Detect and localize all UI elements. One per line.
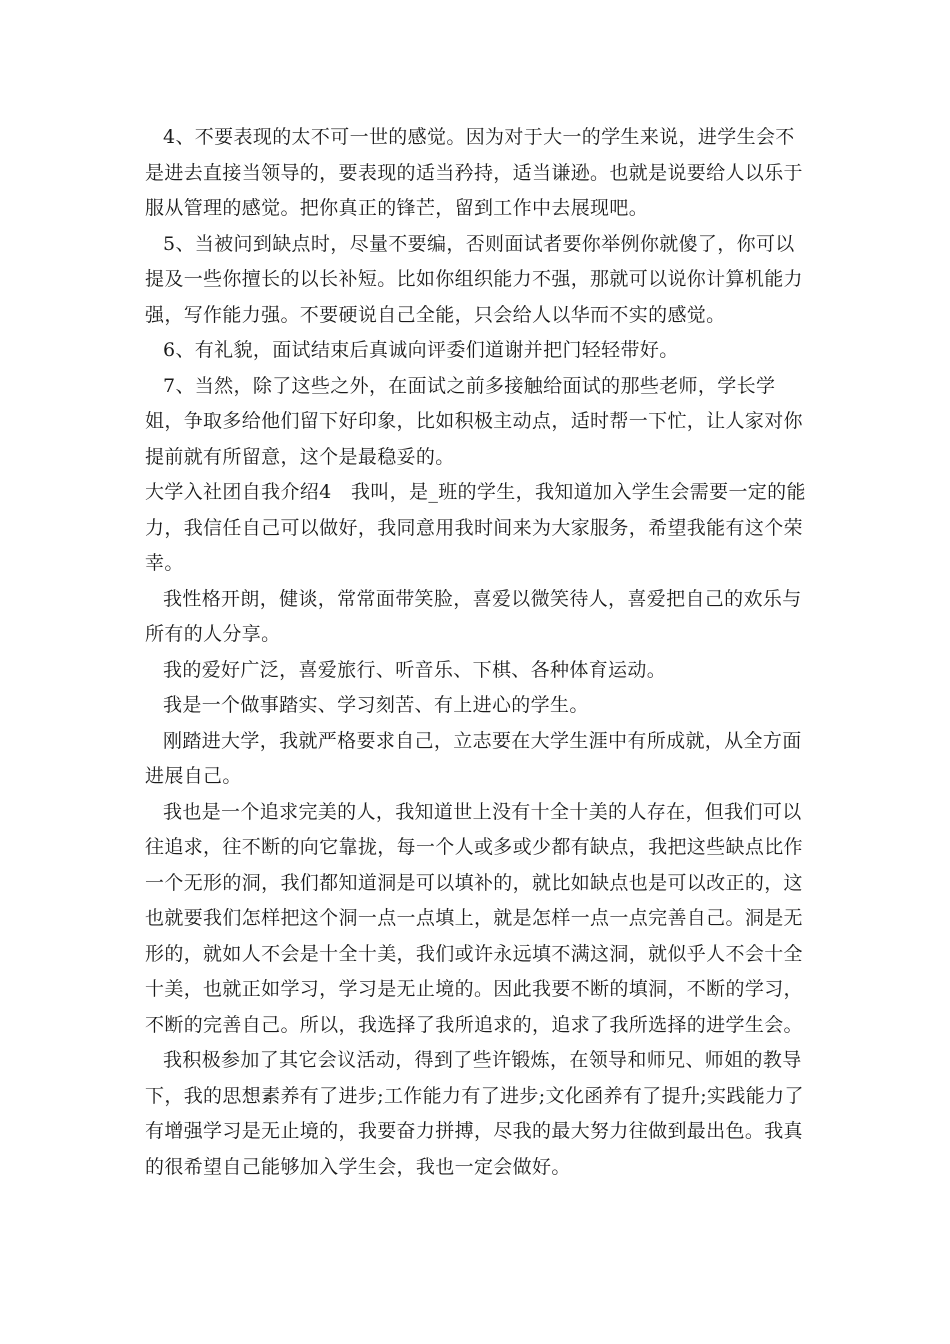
paragraph-hobbies: 我的爱好广泛，喜爱旅行、听音乐、下棋、各种体育运动。 <box>163 658 667 681</box>
paragraph-personality: 我性格开朗，健谈，常常面带笑脸，喜爱以微笑待人，喜爱把自己的欢乐与所有的人分享。 <box>145 587 802 645</box>
paragraph-college-start: 刚踏进大学，我就严格要求自己，立志要在大学生涯中有所成就，从全方面进展自己。 <box>145 729 802 787</box>
paragraph-diligent: 我是一个做事踏实、学习刻苦、有上进心的学生。 <box>163 694 589 716</box>
paragraph-tip-7: 7、当然，除了这些之外，在面试之前多接触给面试的那些老师，学长学姐，争取多给他们留下好印象，比如积极主动点，适时帮一下忙，让人家对你提前就有所留意，这个是最稳妥的。 <box>145 374 803 468</box>
document-body <box>145 120 807 1185</box>
paragraph-intro-4-heading: 大学入社团自我介绍4 我叫，是_班的学生，我知道加入学生会需要一定的能力，我信任自己可以做好，我同意用我时间来为大家服务，希望我能有这个荣幸。 <box>145 481 806 574</box>
paragraph-tip-6: 6、有礼貌，面试结束后真诚向评委们道谢并把门轻轻带好。 <box>163 339 679 361</box>
paragraph-tip-5: 5、当被问到缺点时，尽量不要编，否则面试者要你举例你就傻了，你可以提及一些你擅长的以长补短。比如你组织能力不强，那就可以说你计算机能力强，写作能力强。不要硬说自己全能，只会给人以华而不实的感觉。 <box>145 232 803 326</box>
paragraph-tip-4: 4、不要表现的太不可一世的感觉。因为对于大一的学生来说，进学生会不是进去直接当领导的，要表现的适当矜持，适当谦逊。也就是说要给人以乐于服从管理的感觉。把你真正的锋芒，留到工作中去展现吧。 <box>145 126 803 219</box>
paragraph-perfection: 我也是一个追求完美的人，我知道世上没有十全十美的人存在，但我们可以往追求，往不断的向它靠拢，每一个人或多或少都有缺点，我把这些缺点比作一个无形的洞，我们都知道洞是可以填补的，就比如缺点也是可以改正的，这也就要我们怎样把这个洞一点一点填上，就是怎样一点一点完善自己。洞是无形的，就如人不会是十全十美，我们或许永远填不满这洞，就似乎人不会十全十美，也就正如学习，学习是无止境的。因此我要不断的填洞，不断的学习，不断的完善自己。所以，我选择了我所追求的，追求了我所选择的进学生会。 <box>145 800 803 1036</box>
paragraph-activities: 我积极参加了其它会议活动，得到了些许锻炼，在领导和师兄、师姐的教导下，我的思想素养有了进步;工作能力有了进步;文化函养有了提升;实践能力了有增强学习是无止境的，我要奋力拼搏，尽我的最大努力往做到最出色。我真的很希望自己能够加入学生会，我也一定会做好。 <box>145 1049 804 1178</box>
